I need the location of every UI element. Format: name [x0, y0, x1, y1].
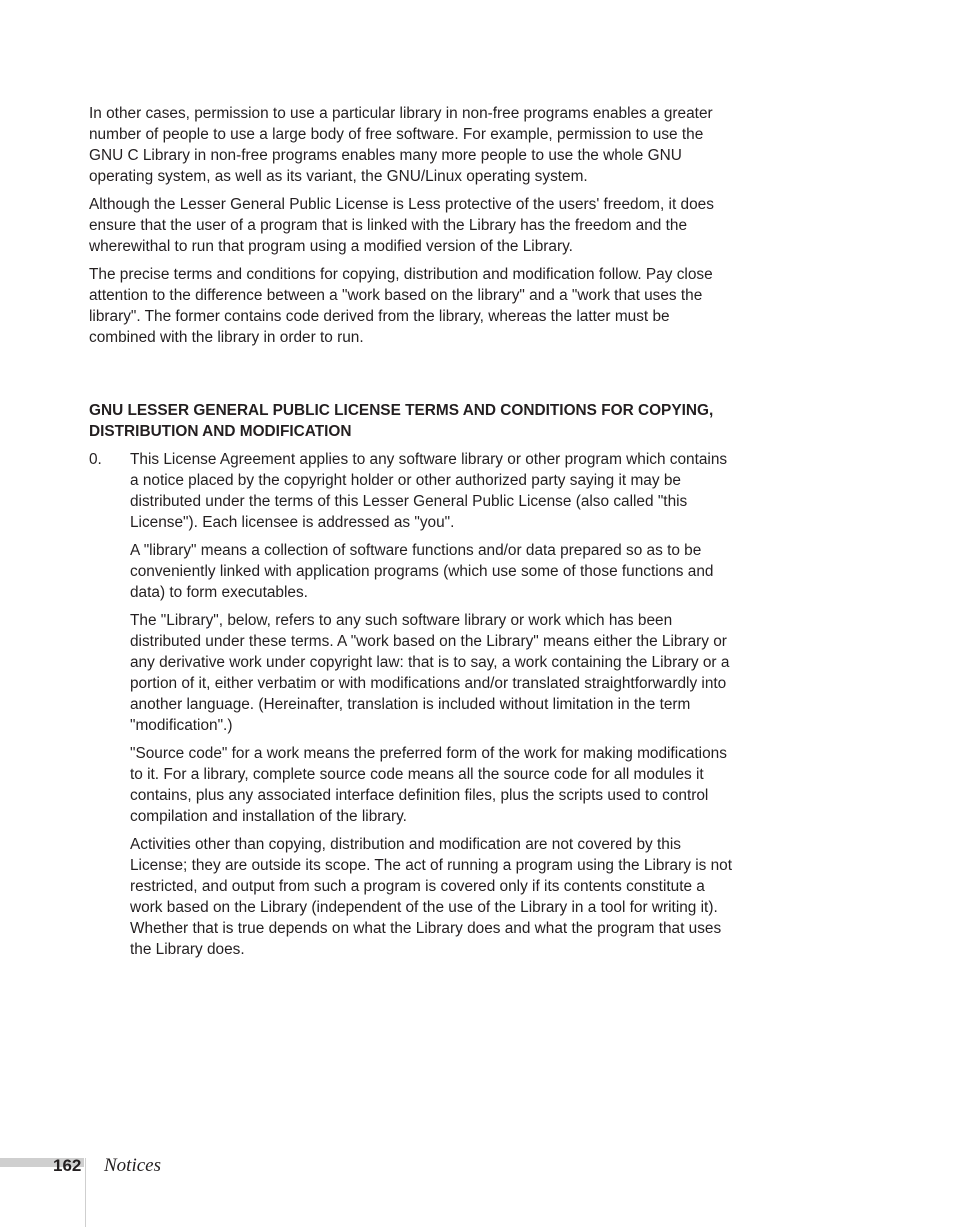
footer-rule [85, 1158, 86, 1227]
term-paragraph-2: A "library" means a collection of software functions and/or data prepared so as to be conveniently linked with application programs (which use some of those functions and data) to form executables. [130, 542, 714, 601]
intro-paragraph-2: Although the Lesser General Public License is Less protective of the users' freedom, it does ensure that the user of a program that is linked with the Library has the freedom and the wherewithal to run that program using a modified version of the Library. [89, 196, 714, 255]
term-paragraph-5: Activities other than copying, distribution and modification are not covered by this License; they are outside its scope. The act of running a program using the Library is not restricted, and output from such a program is covered only if its contents constitute a work based on the Library (independent of the use of the Library in a tool for writing it). Whether that is true depends on what the Library does and what the program that uses the Library does. [130, 836, 733, 958]
term-item-0 [89, 449, 737, 967]
page-content [89, 103, 737, 974]
footer-section-name: Notices [104, 1155, 161, 1176]
section-heading: GNU LESSER GENERAL PUBLIC LICENSE TERMS AND CONDITIONS FOR COPYING, DISTRIBUTION AND MODIFICATION [89, 402, 714, 440]
term-body [130, 449, 737, 967]
term-paragraph-1: This License Agreement applies to any software library or other program which contains a notice placed by the copyright holder or other authorized party saying it may be distributed under the terms of this Lesser General Public License (also called "this License"). Each licensee is addressed as "you". [130, 451, 728, 531]
intro-paragraph-1: In other cases, permission to use a particular library in non-free programs enables a greater number of people to use a large body of free software. For example, permission to use the GNU C Library in non-free programs enables many more people to use the whole GNU operating system, as well as its variant, the GNU/Linux operating system. [89, 105, 713, 185]
term-paragraph-4: "Source code" for a work means the preferred form of the work for making modifications to it. For a library, complete source code means all the source code for all modules it contains, plus any associated interface definition files, plus the scripts used to control compilation and installation of the library. [130, 745, 727, 825]
term-number: 0. [89, 451, 102, 468]
intro-paragraph-3: The precise terms and conditions for copying, distribution and modification follow. Pay close attention to the difference between a "work based on the library" and a "work that uses the library". The former contains code derived from the library, whereas the latter must be combined with the library in order to run. [89, 266, 713, 346]
page-number: 162 [53, 1156, 82, 1175]
term-paragraph-3: The "Library", below, refers to any such software library or work which has been distributed under these terms. A "work based on the Library" means either the Library or any derivative work under copyright law: that is to say, a work containing the Library or a portion of it, either verbatim or with modifications and/or translated straightforwardly into another language. (Hereinafter, translation is included without limitation in the term "modification".) [130, 612, 730, 734]
